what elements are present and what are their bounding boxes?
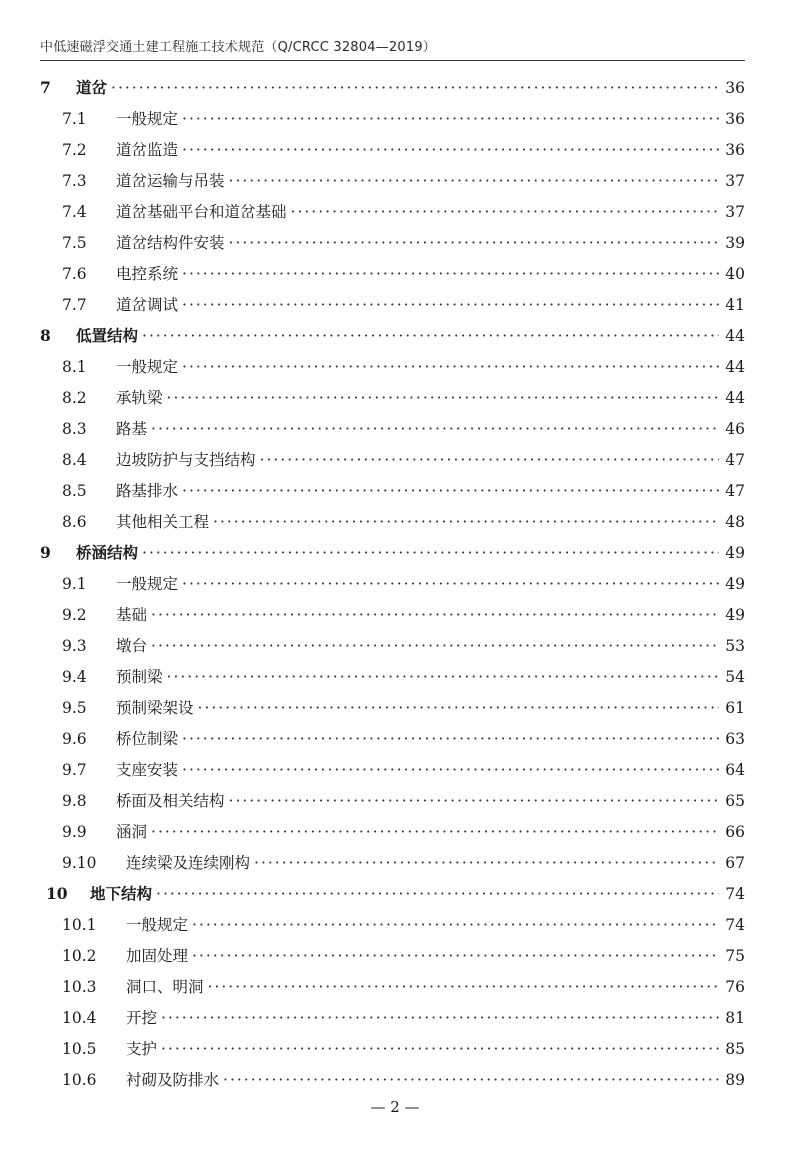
toc-entry-page: 37	[725, 203, 745, 221]
toc-entry-page: 49	[725, 575, 745, 593]
toc-leader-dots	[182, 575, 719, 593]
toc-entry-title: 道岔运输与吊装	[116, 172, 225, 190]
toc-entry-title: 道岔结构件安装	[116, 234, 225, 252]
toc-entry-number: 7.5	[62, 234, 87, 252]
toc-chapter-entry[interactable]	[40, 76, 745, 107]
toc-entry-number: 9.5	[62, 699, 87, 717]
toc-section-entry[interactable]	[40, 386, 745, 417]
toc-leader-dots	[229, 792, 719, 810]
toc-leader-dots	[151, 606, 719, 624]
toc-leader-dots	[291, 203, 719, 221]
toc-section-entry[interactable]	[40, 944, 745, 975]
toc-entry-title: 道岔	[76, 78, 108, 97]
toc-section-entry[interactable]	[40, 417, 745, 448]
toc-entry-number: 10.2	[62, 947, 97, 965]
toc-entry-number: 9.9	[62, 823, 87, 841]
toc-entry-number: 8	[40, 326, 51, 345]
toc-entry-page: 75	[725, 947, 745, 965]
toc-entry-number: 9.1	[62, 575, 87, 593]
toc-entry-number: 8.3	[62, 420, 87, 438]
toc-section-entry[interactable]	[40, 665, 745, 696]
toc-leader-dots	[142, 544, 719, 562]
toc-section-entry[interactable]	[40, 603, 745, 634]
toc-entry-number: 7.7	[62, 296, 87, 314]
toc-entry-title: 一般规定	[116, 358, 179, 376]
toc-entry-page: 39	[725, 234, 745, 252]
toc-section-entry[interactable]	[40, 355, 745, 386]
toc-entry-title: 连续梁及连续刚构	[126, 854, 251, 872]
toc-section-entry[interactable]	[40, 696, 745, 727]
toc-leader-dots	[167, 389, 719, 407]
toc-section-entry[interactable]	[40, 293, 745, 324]
toc-entry-page: 74	[725, 916, 745, 934]
toc-section-entry[interactable]	[40, 262, 745, 293]
table-of-contents	[40, 76, 745, 1099]
toc-entry-number: 9	[40, 543, 51, 562]
toc-entry-number: 9.7	[62, 761, 87, 779]
toc-entry-page: 44	[725, 327, 745, 345]
toc-section-entry[interactable]	[40, 1068, 745, 1099]
toc-section-entry[interactable]	[40, 200, 745, 231]
toc-entry-number: 7.6	[62, 265, 87, 283]
toc-section-entry[interactable]	[40, 975, 745, 1006]
toc-entry-title: 洞口、明洞	[126, 978, 204, 996]
toc-leader-dots	[182, 141, 719, 159]
toc-entry-title: 衬砌及防排水	[126, 1071, 220, 1089]
toc-leader-dots	[192, 916, 719, 934]
toc-leader-dots	[198, 699, 719, 717]
toc-entry-number: 7.2	[62, 141, 87, 159]
toc-leader-dots	[151, 420, 719, 438]
toc-leader-dots	[161, 1009, 719, 1027]
toc-entry-title: 开挖	[126, 1009, 158, 1027]
toc-entry-title: 墩台	[116, 637, 148, 655]
toc-leader-dots	[254, 854, 719, 872]
toc-section-entry[interactable]	[40, 479, 745, 510]
toc-leader-dots	[182, 296, 719, 314]
header-divider	[40, 60, 745, 61]
toc-leader-dots	[182, 482, 719, 500]
toc-entry-number: 10	[46, 884, 68, 903]
toc-entry-page: 48	[725, 513, 745, 531]
toc-section-entry[interactable]	[40, 138, 745, 169]
toc-section-entry[interactable]	[40, 758, 745, 789]
toc-entry-number: 8.4	[62, 451, 87, 469]
toc-entry-page: 49	[725, 606, 745, 624]
toc-entry-page: 67	[725, 854, 745, 872]
toc-entry-title: 桥位制梁	[116, 730, 179, 748]
toc-section-entry[interactable]	[40, 231, 745, 262]
toc-entry-page: 61	[725, 699, 745, 717]
toc-entry-title: 道岔监造	[116, 141, 179, 159]
toc-entry-page: 36	[725, 79, 745, 97]
toc-leader-dots	[111, 79, 719, 97]
toc-entry-page: 46	[725, 420, 745, 438]
toc-entry-number: 9.10	[62, 854, 97, 872]
toc-section-entry[interactable]	[40, 727, 745, 758]
toc-leader-dots	[213, 513, 719, 531]
toc-entry-page: 89	[725, 1071, 745, 1089]
toc-entry-number: 8.6	[62, 513, 87, 531]
toc-entry-page: 37	[725, 172, 745, 190]
toc-entry-page: 63	[725, 730, 745, 748]
toc-entry-title: 电控系统	[116, 265, 179, 283]
toc-entry-number: 9.8	[62, 792, 87, 810]
toc-entry-title: 支护	[126, 1040, 158, 1058]
toc-section-entry[interactable]	[40, 789, 745, 820]
toc-entry-title: 一般规定	[126, 916, 189, 934]
toc-entry-title: 桥面及相关结构	[116, 792, 225, 810]
toc-entry-page: 41	[725, 296, 745, 314]
toc-entry-title: 桥涵结构	[76, 543, 139, 562]
toc-entry-title: 路基	[116, 420, 148, 438]
toc-entry-title: 支座安装	[116, 761, 179, 779]
toc-section-entry[interactable]	[40, 1006, 745, 1037]
toc-chapter-entry[interactable]	[40, 541, 745, 572]
toc-entry-title: 路基排水	[116, 482, 179, 500]
toc-entry-number: 10.5	[62, 1040, 97, 1058]
toc-leader-dots	[182, 265, 719, 283]
toc-leader-dots	[208, 978, 719, 996]
toc-entry-page: 74	[725, 885, 745, 903]
toc-entry-page: 47	[725, 482, 745, 500]
toc-entry-number: 10.6	[62, 1071, 97, 1089]
toc-leader-dots	[182, 358, 719, 376]
page-number: — 2 —	[370, 1098, 420, 1116]
toc-entry-title: 涵洞	[116, 823, 148, 841]
toc-entry-page: 64	[725, 761, 745, 779]
toc-section-entry[interactable]	[40, 1037, 745, 1068]
toc-entry-title: 承轨梁	[116, 389, 163, 407]
toc-entry-page: 81	[725, 1009, 745, 1027]
toc-entry-page: 44	[725, 358, 745, 376]
toc-entry-title: 预制梁架设	[116, 699, 194, 717]
toc-entry-number: 8.2	[62, 389, 87, 407]
toc-entry-number: 7	[40, 78, 51, 97]
toc-entry-number: 7.4	[62, 203, 87, 221]
toc-section-entry[interactable]	[40, 851, 745, 882]
toc-entry-number: 8.1	[62, 358, 87, 376]
toc-leader-dots	[142, 327, 719, 345]
toc-leader-dots	[260, 451, 719, 469]
toc-entry-number: 8.5	[62, 482, 87, 500]
toc-section-entry[interactable]	[40, 448, 745, 479]
toc-leader-dots	[156, 885, 719, 903]
toc-entry-page: 36	[725, 141, 745, 159]
toc-leader-dots	[151, 637, 719, 655]
toc-entry-title: 预制梁	[116, 668, 163, 686]
toc-leader-dots	[223, 1071, 719, 1089]
toc-entry-number: 9.3	[62, 637, 87, 655]
toc-entry-number: 9.2	[62, 606, 87, 624]
toc-entry-number: 10.3	[62, 978, 97, 996]
toc-leader-dots	[182, 110, 719, 128]
toc-chapter-entry[interactable]	[40, 324, 745, 355]
toc-section-entry[interactable]	[40, 634, 745, 665]
toc-entry-page: 40	[725, 265, 745, 283]
toc-entry-number: 7.1	[62, 110, 87, 128]
toc-entry-page: 85	[725, 1040, 745, 1058]
toc-entry-title: 道岔基础平台和道岔基础	[116, 203, 287, 221]
toc-entry-number: 9.4	[62, 668, 87, 686]
toc-entry-title: 一般规定	[116, 575, 179, 593]
toc-entry-number: 10.1	[62, 916, 97, 934]
toc-section-entry[interactable]	[40, 107, 745, 138]
toc-leader-dots	[229, 172, 719, 190]
toc-entry-title: 低置结构	[76, 326, 139, 345]
toc-leader-dots	[182, 761, 719, 779]
toc-entry-page: 49	[725, 544, 745, 562]
toc-leader-dots	[151, 823, 719, 841]
running-header: 中低速磁浮交通土建工程施工技术规范（Q/CRCC 32804—2019）	[40, 40, 437, 55]
toc-entry-title: 边坡防护与支挡结构	[116, 451, 256, 469]
toc-leader-dots	[167, 668, 719, 686]
toc-entry-page: 66	[725, 823, 745, 841]
toc-section-entry[interactable]	[40, 510, 745, 541]
toc-entry-number: 7.3	[62, 172, 87, 190]
toc-entry-page: 65	[725, 792, 745, 810]
toc-section-entry[interactable]	[40, 913, 745, 944]
toc-chapter-entry[interactable]	[40, 882, 745, 913]
toc-leader-dots	[182, 730, 719, 748]
toc-entry-page: 47	[725, 451, 745, 469]
toc-section-entry[interactable]	[40, 820, 745, 851]
toc-section-entry[interactable]	[40, 572, 745, 603]
toc-entry-number: 10.4	[62, 1009, 97, 1027]
toc-entry-title: 加固处理	[126, 947, 189, 965]
toc-leader-dots	[192, 947, 719, 965]
toc-entry-title: 地下结构	[90, 884, 153, 903]
toc-entry-page: 36	[725, 110, 745, 128]
toc-section-entry[interactable]	[40, 169, 745, 200]
toc-entry-title: 道岔调试	[116, 296, 179, 314]
toc-entry-page: 44	[725, 389, 745, 407]
toc-entry-page: 76	[725, 978, 745, 996]
toc-leader-dots	[161, 1040, 719, 1058]
toc-entry-number: 9.6	[62, 730, 87, 748]
toc-entry-page: 54	[725, 668, 745, 686]
toc-leader-dots	[229, 234, 719, 252]
toc-entry-title: 其他相关工程	[116, 513, 210, 531]
toc-entry-page: 53	[725, 637, 745, 655]
toc-entry-title: 一般规定	[116, 110, 179, 128]
toc-entry-title: 基础	[116, 606, 148, 624]
